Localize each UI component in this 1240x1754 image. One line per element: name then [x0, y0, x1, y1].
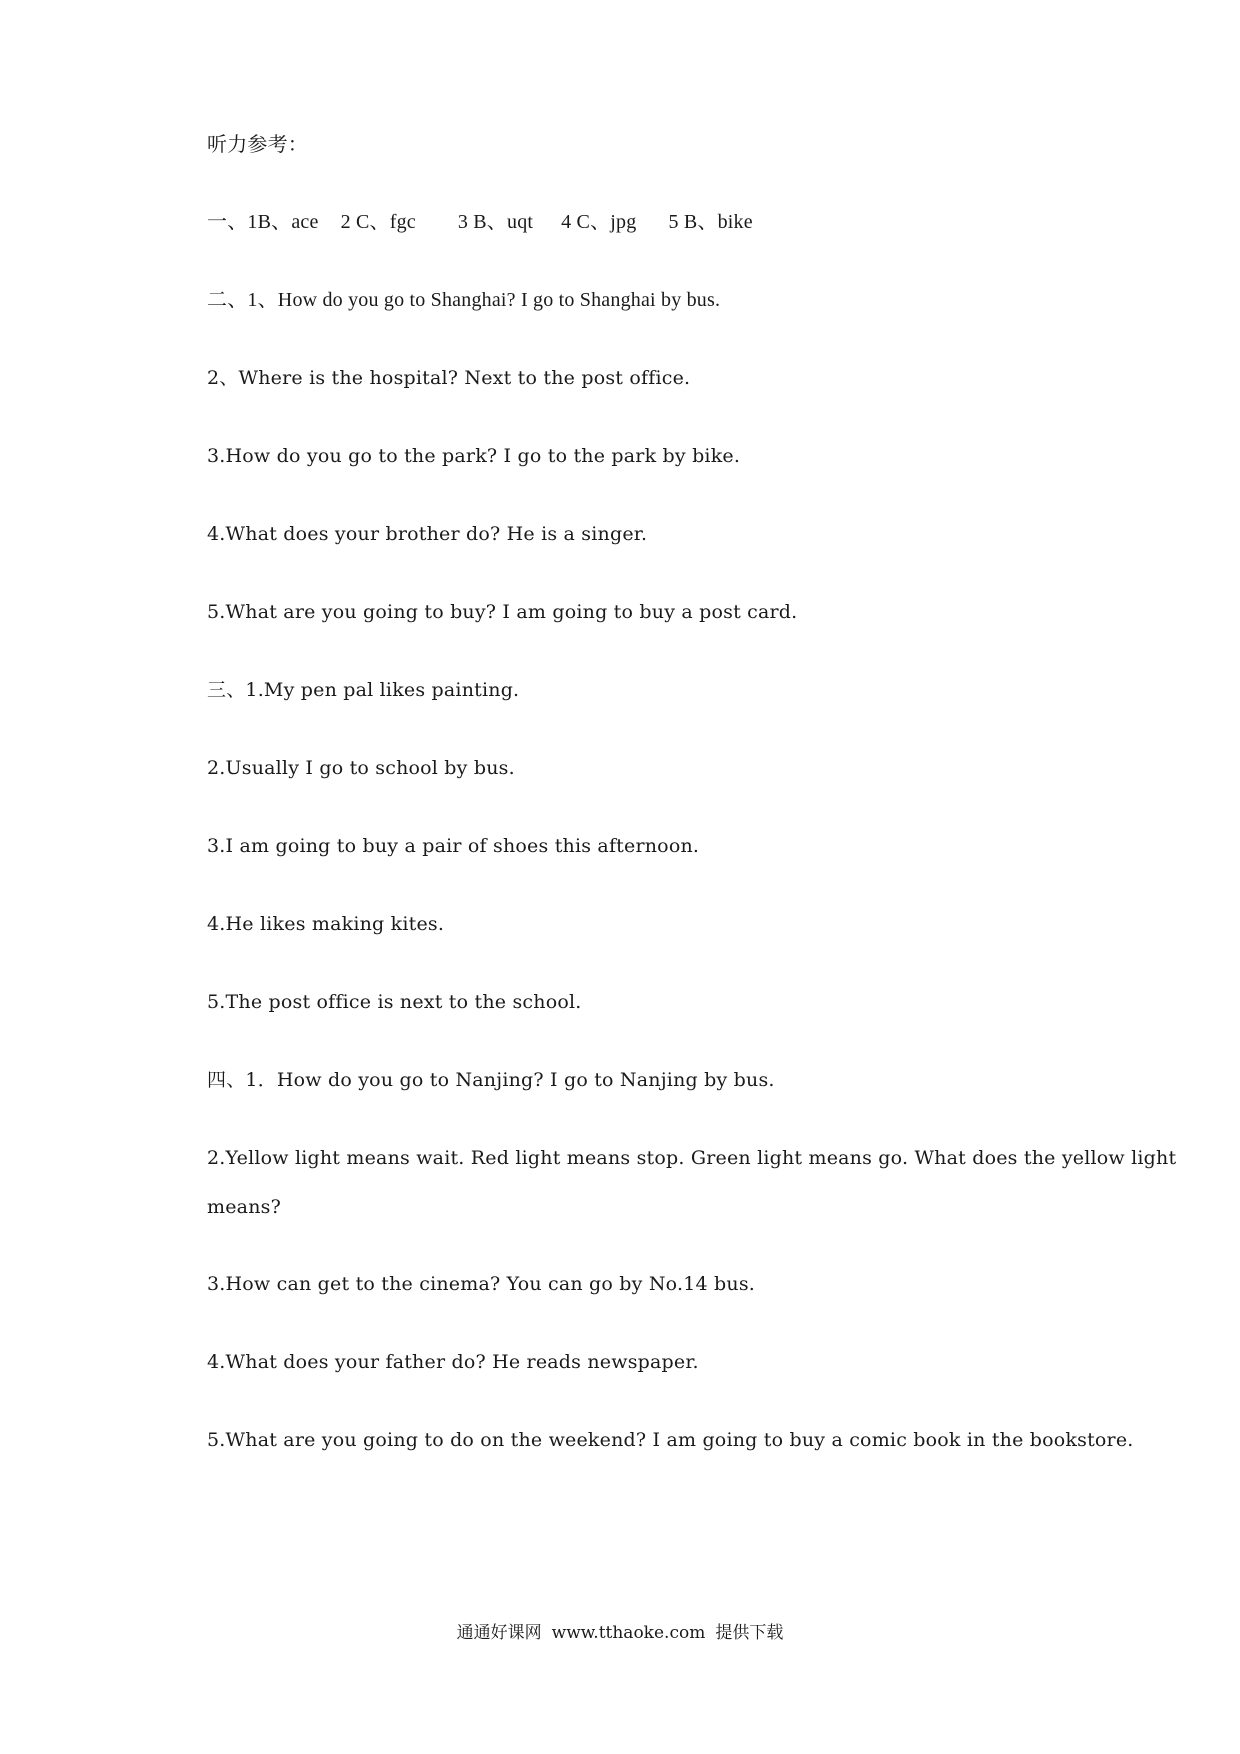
section-2-line-5: 5.What are you going to buy? I am going to buy a post card.: [207, 601, 798, 623]
section-3-line-4: 4.He likes making kites.: [207, 913, 445, 935]
page-footer: [0, 1622, 1240, 1644]
section-1-answer-3: 3 B、uqt: [457, 211, 534, 233]
section-4-line-3: 3.How can get to the cinema? You can go by No.14 bus.: [207, 1273, 756, 1295]
section-3-line-5: 5.The post office is next to the school.: [207, 991, 582, 1013]
section-1-prefix: 一、: [207, 211, 248, 233]
section-2-line-4: 4.What does your brother do? He is a singer.: [207, 523, 648, 545]
footer-url: www.tthaoke.com: [551, 1623, 706, 1643]
section-3-line-3: 3.I am going to buy a pair of shoes this afternoon.: [207, 835, 700, 857]
footer-site-name: 通通好课网: [456, 1623, 542, 1643]
listening-reference-heading: 听力参考：: [207, 132, 308, 156]
section-2-line-3: 3.How do you go to the park? I go to the park by bike.: [207, 445, 741, 467]
section-1-answer-4: 4 C、jpg: [561, 211, 637, 233]
section-3-line-2: 2.Usually I go to school by bus.: [207, 757, 515, 779]
section-2-line-2: 2、Where is the hospital? Next to the post office.: [207, 367, 691, 389]
section-1-answers: [207, 210, 753, 234]
section-4-line-2: 2.Yellow light means wait. Red light means stop. Green light means go. What does the yellow light: [207, 1147, 1177, 1169]
section-1-answer-2: 2 C、fgc: [340, 211, 416, 233]
section-4-line-1: 四、1．How do you go to Nanjing? I go to Nanjing by bus.: [207, 1069, 775, 1091]
section-4-line-2-continued: means?: [207, 1196, 281, 1218]
footer-tagline: 提供下载: [715, 1623, 784, 1643]
section-1-answer-5: 5 B、bike: [668, 211, 753, 233]
section-1-answer-1: 1B、ace: [247, 211, 319, 233]
section-3-line-1: 三、1.My pen pal likes painting.: [207, 679, 520, 701]
section-4-line-5: 5.What are you going to do on the weekend? I am going to buy a comic book in the bookstore.: [207, 1429, 1134, 1451]
section-2-line-1: 二、1、How do you go to Shanghai? I go to Shanghai by bus.: [207, 289, 721, 311]
section-4-line-4: 4.What does your father do? He reads newspaper.: [207, 1351, 699, 1373]
